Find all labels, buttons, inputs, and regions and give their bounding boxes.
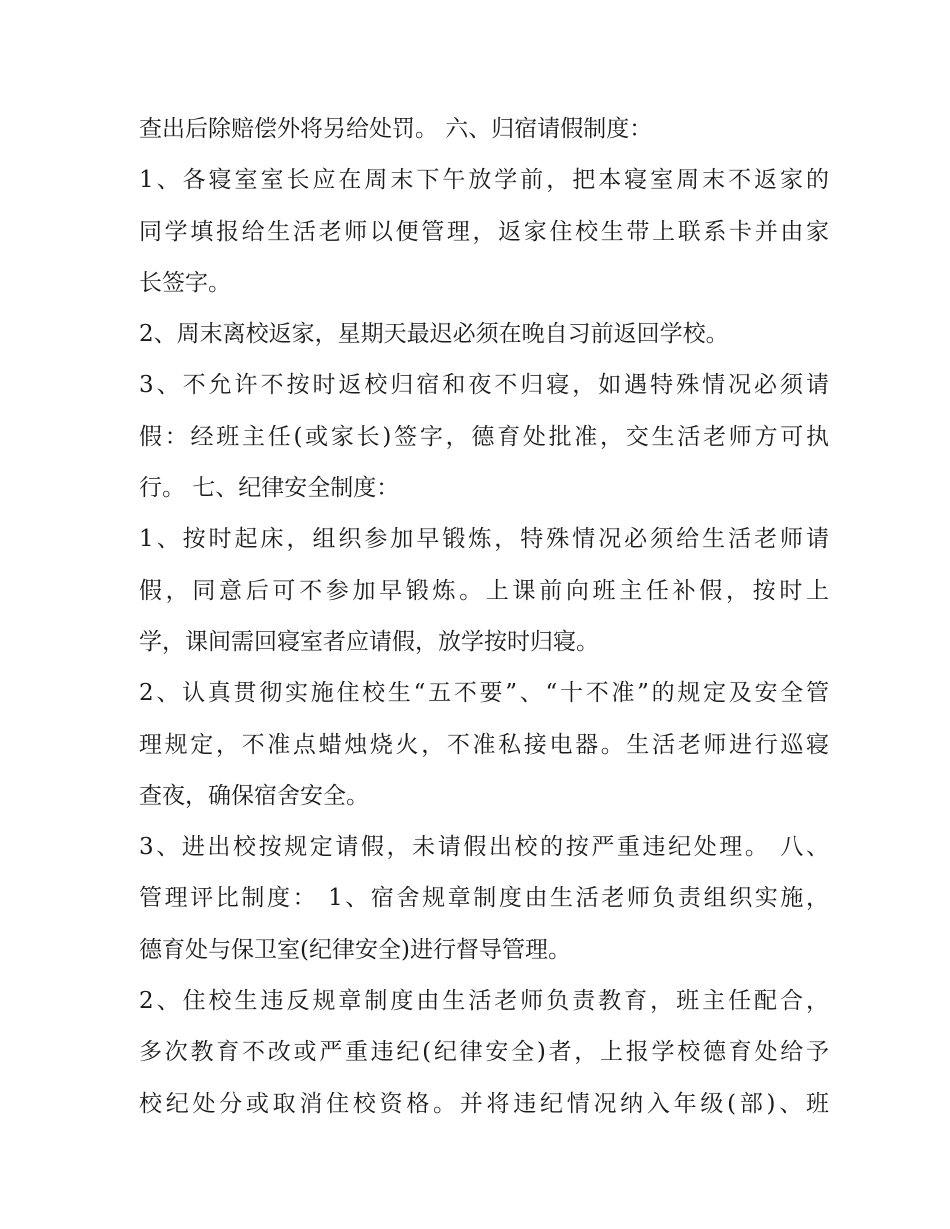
document-body <box>139 104 829 1130</box>
text-line: 假：经班主任(或家长)签字，德育处批准，交生活老师方可执 <box>139 423 829 450</box>
text-line: 校纪处分或取消住校资格。并将违纪情况纳入年级(部)、班 <box>139 1090 829 1117</box>
text-line: 1、按时起床，组织参加早锻炼，特殊情况必须给生活老师请 <box>139 526 829 553</box>
text-line: 假，同意后可不参加早锻炼。上课前向班主任补假，按时上 <box>139 577 829 604</box>
text-line: 2、住校生违反规章制度由生活老师负责教育，班主任配合， <box>139 988 829 1015</box>
text-line: 2、周末离校返家，星期天最迟必须在晚自习前返回学校。 <box>139 321 729 348</box>
text-line: 德育处与保卫室(纪律安全)进行督导管理。 <box>139 936 571 963</box>
text-line: 管理评比制度： 1、宿舍规章制度由生活老师负责组织实施， <box>139 885 829 912</box>
text-line: 查出后除赔偿外将另给处罚。 六、归宿请假制度： <box>139 116 653 142</box>
text-line: 同学填报给生活老师以便管理，返家住校生带上联系卡并由家 <box>139 218 829 245</box>
text-line: 1、各寝室室长应在周末下午放学前，把本寝室周末不返家的 <box>139 167 829 194</box>
text-line: 查夜，确保宿舍安全。 <box>139 782 369 809</box>
text-line: 学，课间需回寝室者应请假，放学按时归寝。 <box>139 628 599 655</box>
text-line: 行。 七、纪律安全制度： <box>139 475 400 502</box>
text-line: 长签字。 <box>139 269 231 296</box>
text-line: 理规定，不准点蜡烛烧火，不准私接电器。生活老师进行巡寝 <box>139 731 829 758</box>
text-line: 3、进出校按规定请假，未请假出校的按严重违纪处理。 八、 <box>139 834 829 861</box>
text-line: 2、认真贯彻实施住校生“五不要”、“十不准”的规定及安全管 <box>139 680 829 707</box>
text-line: 多次教育不改或严重违纪(纪律安全)者，上报学校德育处给予 <box>139 1039 829 1066</box>
text-line: 3、不允许不按时返校归宿和夜不归寝，如遇特殊情况必须请 <box>139 372 829 399</box>
